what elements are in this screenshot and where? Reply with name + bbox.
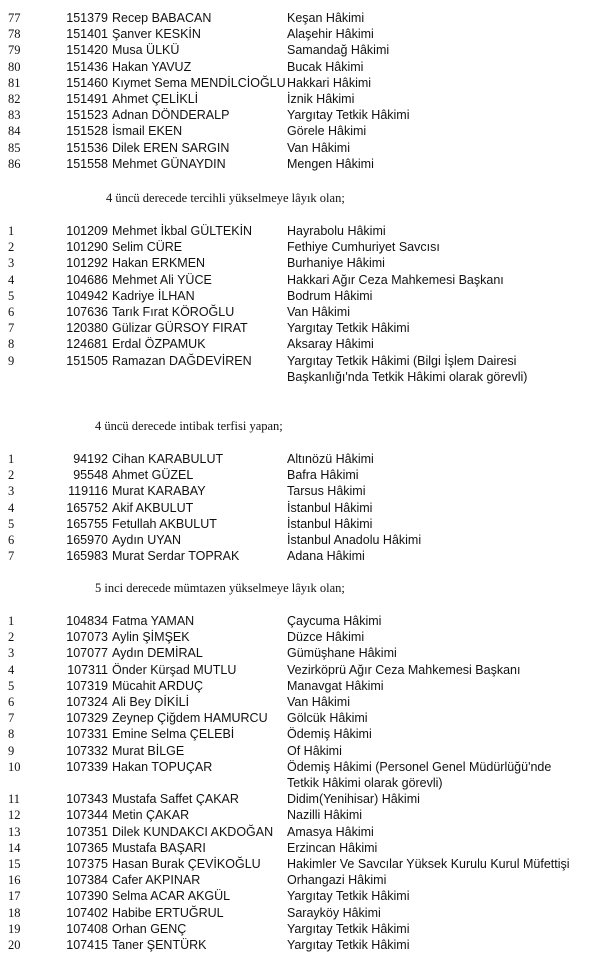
registry-number: 107077 xyxy=(66,646,108,661)
person-name: İsmail EKEN xyxy=(112,124,183,139)
person-name: Hakan TOPUÇAR xyxy=(112,759,213,774)
table-row xyxy=(0,239,600,256)
registry-number: 107329 xyxy=(66,711,108,726)
table-row xyxy=(0,304,600,321)
registry-number: 151536 xyxy=(66,140,108,155)
table-row xyxy=(0,921,600,938)
registry-number: 107415 xyxy=(66,938,108,952)
position-title: Keşan Hâkimi xyxy=(287,11,365,25)
registry-number: 165970 xyxy=(66,533,108,547)
table-row xyxy=(0,500,600,517)
position-title: Yargıtay Tetkik Hâkimi xyxy=(287,108,410,123)
table-row xyxy=(0,791,600,808)
table-row xyxy=(0,629,600,646)
table-row xyxy=(0,678,600,695)
table-row xyxy=(0,840,600,857)
row-number: 11 xyxy=(8,792,21,807)
person-name: Recep BABACAN xyxy=(112,11,212,25)
person-name: Gülizar GÜRSOY FIRAT xyxy=(112,321,248,336)
table-row xyxy=(0,140,600,157)
registry-number: 124681 xyxy=(66,337,108,352)
registry-number: 151379 xyxy=(66,11,108,25)
row-number: 10 xyxy=(8,759,21,774)
table-row xyxy=(0,662,600,679)
position-title-continued: Başkanlığı'nda Tetkik Hâkimi olarak görevli) xyxy=(287,369,528,384)
person-name: Aylin ŞİMŞEK xyxy=(112,630,190,645)
row-number: 9 xyxy=(8,353,15,368)
table-row xyxy=(0,223,600,240)
registry-number: 120380 xyxy=(66,321,108,336)
position-title: Van Hâkimi xyxy=(287,140,350,155)
registry-number: 151505 xyxy=(66,353,108,368)
person-name: Mehmet GÜNAYDIN xyxy=(112,156,226,171)
registry-number: 151436 xyxy=(66,59,108,74)
registry-number: 107344 xyxy=(66,808,108,823)
registry-number: 151460 xyxy=(66,75,108,90)
row-number: 4 xyxy=(8,272,15,287)
position-title: Van Hâkimi xyxy=(287,695,350,709)
registry-number: 151558 xyxy=(66,156,108,171)
person-name: Kıymet Sema MENDİLCİOĞLU xyxy=(112,75,286,90)
table-row xyxy=(0,467,600,484)
person-name: Mehmet İkbal GÜLTEKİN xyxy=(112,224,253,238)
row-number: 82 xyxy=(8,92,21,106)
row-number: 17 xyxy=(8,889,21,904)
row-number: 84 xyxy=(8,124,21,139)
registry-number: 104834 xyxy=(66,614,108,628)
row-number: 5 xyxy=(8,678,15,693)
person-name: Ramazan DAĞDEVİREN xyxy=(112,353,252,368)
registry-number: 107402 xyxy=(66,905,108,920)
registry-number: 95548 xyxy=(73,468,108,483)
position-title: Samandağ Hâkimi xyxy=(287,43,390,58)
row-number: 15 xyxy=(8,857,21,871)
registry-number: 165983 xyxy=(66,549,108,564)
person-name: Selma ACAR AKGÜL xyxy=(112,889,231,904)
person-name: Emine Selma ÇELEBİ xyxy=(112,727,235,742)
row-number: 83 xyxy=(8,108,21,123)
person-name: Musa ÜLKÜ xyxy=(112,43,180,58)
row-number: 14 xyxy=(8,840,21,855)
position-title: Hakkari Hâkimi xyxy=(287,75,372,90)
section-heading: 5 inci derecede mümtazen yükselmeye lâyık olan; xyxy=(95,581,345,595)
table-row xyxy=(0,336,600,353)
row-number: 6 xyxy=(8,695,15,709)
registry-number: 104942 xyxy=(66,288,108,303)
row-number: 5 xyxy=(8,516,15,531)
table-row xyxy=(0,807,600,824)
person-name: Akif AKBULUT xyxy=(112,500,194,515)
registry-number: 151523 xyxy=(66,108,108,123)
position-title: Didim(Yenihisar) Hâkimi xyxy=(287,792,420,807)
registry-number: 107332 xyxy=(66,743,108,758)
table-row xyxy=(0,288,600,305)
person-name: Dilek EREN SARGIN xyxy=(112,140,230,155)
position-title: Fethiye Cumhuriyet Savcısı xyxy=(287,240,440,255)
position-title: Bucak Hâkimi xyxy=(287,59,364,74)
person-name: Murat KARABAY xyxy=(112,484,206,499)
position-title: Bodrum Hâkimi xyxy=(287,288,373,303)
registry-number: 107324 xyxy=(66,695,108,709)
position-title: Van Hâkimi xyxy=(287,305,350,319)
table-row xyxy=(0,532,600,549)
registry-number: 101292 xyxy=(66,256,108,271)
position-title: İstanbul Anadolu Hâkimi xyxy=(287,533,422,547)
row-number: 20 xyxy=(8,938,21,952)
registry-number: 107343 xyxy=(66,792,108,807)
table-row xyxy=(0,10,600,27)
person-name: Şanver KESKİN xyxy=(112,27,201,42)
person-name: Kadriye İLHAN xyxy=(112,288,195,303)
position-title: Hakimler Ve Savcılar Yüksek Kurulu Kurul Müfettişi xyxy=(287,857,570,871)
registry-number: 104686 xyxy=(66,272,108,287)
row-number: 5 xyxy=(8,288,15,303)
position-title: Ödemiş Hâkimi (Personel Genel Müdürlüğü'nde xyxy=(287,759,552,774)
person-name: Zeynep Çiğdem HAMURCU xyxy=(112,711,268,726)
registry-number: 107384 xyxy=(66,873,108,888)
registry-number: 119116 xyxy=(68,484,108,499)
row-number: 8 xyxy=(8,337,15,352)
position-title: Mengen Hâkimi xyxy=(287,156,374,171)
row-number: 77 xyxy=(8,11,21,25)
position-title: Hakkari Ağır Ceza Mahkemesi Başkanı xyxy=(287,272,504,287)
position-title: Yargıtay Tetkik Hâkimi xyxy=(287,889,410,904)
row-number: 19 xyxy=(8,921,21,936)
person-name: Hasan Burak ÇEVİKOĞLU xyxy=(112,857,261,871)
position-title: Hayrabolu Hâkimi xyxy=(287,224,386,238)
section-heading: 4 üncü derecede intibak terfisi yapan; xyxy=(95,419,283,433)
position-title: Yargıtay Tetkik Hâkimi xyxy=(287,921,410,936)
table-row xyxy=(0,320,600,337)
row-number: 1 xyxy=(8,614,15,628)
registry-number: 107408 xyxy=(66,921,108,936)
person-name: Cihan KARABULUT xyxy=(112,452,224,466)
row-number: 78 xyxy=(8,27,21,42)
table-row xyxy=(0,710,600,727)
table-row xyxy=(0,272,600,289)
position-title: Orhangazi Hâkimi xyxy=(287,873,387,888)
position-title: Amasya Hâkimi xyxy=(287,824,374,839)
table-row xyxy=(0,107,600,124)
table-row xyxy=(0,42,600,59)
row-number: 7 xyxy=(8,711,15,726)
section-heading: 4 üncü derecede tercihli yükselmeye lâyık olan; xyxy=(106,191,345,205)
table-row xyxy=(0,59,600,76)
position-title: İznik Hâkimi xyxy=(287,92,355,106)
row-number: 81 xyxy=(8,75,21,90)
row-number: 7 xyxy=(8,549,15,564)
table-row xyxy=(0,548,600,565)
person-name: Aydın DEMİRAL xyxy=(112,646,203,661)
position-title: Ödemiş Hâkimi xyxy=(287,727,372,742)
table-row xyxy=(0,451,600,468)
position-title: Burhaniye Hâkimi xyxy=(287,256,385,271)
person-name: Mustafa BAŞARI xyxy=(112,840,206,855)
position-title: Yargıtay Tetkik Hâkimi xyxy=(287,938,410,952)
table-row xyxy=(0,353,600,370)
row-number: 3 xyxy=(8,256,15,271)
person-name: Mücahit ARDUÇ xyxy=(112,678,203,693)
registry-number: 107311 xyxy=(67,662,108,677)
position-title: Yargıtay Tetkik Hâkimi xyxy=(287,321,410,336)
person-name: Hakan YAVUZ xyxy=(112,59,192,74)
person-name: Fetullah AKBULUT xyxy=(112,516,217,531)
registry-number: 151528 xyxy=(66,124,108,139)
person-name: Erdal ÖZPAMUK xyxy=(112,337,206,352)
row-number: 85 xyxy=(8,140,21,155)
person-name: Habibe ERTUĞRUL xyxy=(112,905,224,920)
registry-number: 107331 xyxy=(66,727,108,742)
person-name: Ahmet GÜZEL xyxy=(112,468,194,483)
person-name: Metin ÇAKAR xyxy=(112,808,190,823)
row-number: 9 xyxy=(8,743,15,758)
registry-number: 107636 xyxy=(66,305,108,319)
row-number: 2 xyxy=(8,630,15,645)
table-row xyxy=(0,123,600,140)
position-title: Erzincan Hâkimi xyxy=(287,840,378,855)
person-name: Önder Kürşad MUTLU xyxy=(112,662,237,677)
row-number: 80 xyxy=(8,59,21,74)
position-title: Tarsus Hâkimi xyxy=(287,484,366,499)
row-number: 6 xyxy=(8,533,15,547)
position-title: Gölcük Hâkimi xyxy=(287,711,368,726)
table-row xyxy=(0,726,600,743)
position-title-continued: Tetkik Hâkimi olarak görevli) xyxy=(287,776,443,790)
row-number: 13 xyxy=(8,824,21,839)
position-title: Adana Hâkimi xyxy=(287,549,365,564)
row-number: 79 xyxy=(8,43,21,58)
registry-number: 165752 xyxy=(66,500,108,515)
person-name: Murat Serdar TOPRAK xyxy=(112,549,240,564)
table-row xyxy=(0,645,600,662)
position-title: Manavgat Hâkimi xyxy=(287,678,384,693)
position-title: Vezirköprü Ağır Ceza Mahkemesi Başkanı xyxy=(287,662,521,677)
table-row xyxy=(0,75,600,92)
position-title: İstanbul Hâkimi xyxy=(287,516,373,531)
row-number: 1 xyxy=(8,224,15,238)
person-name: Dilek KUNDAKCI AKDOĞAN xyxy=(112,824,274,839)
registry-number: 101290 xyxy=(66,240,108,255)
position-title: Görele Hâkimi xyxy=(287,124,367,139)
row-number: 12 xyxy=(8,808,21,823)
person-name: Tarık Fırat KÖROĞLU xyxy=(112,305,235,319)
table-row xyxy=(0,156,600,173)
table-row xyxy=(0,856,600,873)
row-number: 1 xyxy=(8,452,15,466)
position-title: Çaycuma Hâkimi xyxy=(287,614,382,628)
table-row xyxy=(0,516,600,533)
row-number: 18 xyxy=(8,905,21,920)
registry-number: 151491 xyxy=(66,92,108,106)
table-row xyxy=(0,872,600,889)
registry-number: 165755 xyxy=(66,516,108,531)
table-row xyxy=(0,694,600,711)
position-title: Altınözü Hâkimi xyxy=(287,452,374,466)
row-number: 86 xyxy=(8,156,21,171)
person-name: Taner ŞENTÜRK xyxy=(112,938,207,952)
row-number: 3 xyxy=(8,646,15,661)
table-row xyxy=(0,255,600,272)
table-row xyxy=(0,888,600,905)
position-title: İstanbul Hâkimi xyxy=(287,500,373,515)
person-name: Hakan ERKMEN xyxy=(112,256,206,271)
position-title: Aksaray Hâkimi xyxy=(287,337,374,352)
person-name: Selim CÜRE xyxy=(112,240,183,255)
row-number: 16 xyxy=(8,873,21,888)
registry-number: 94192 xyxy=(73,452,108,466)
position-title: Sarayköy Hâkimi xyxy=(287,905,381,920)
person-name: Ali Bey DİKİLİ xyxy=(112,695,190,709)
position-title: Düzce Hâkimi xyxy=(287,630,365,645)
position-title: Nazilli Hâkimi xyxy=(287,808,363,823)
registry-number: 107339 xyxy=(66,759,108,774)
registry-number: 107375 xyxy=(66,857,108,871)
row-number: 4 xyxy=(8,500,15,515)
table-row xyxy=(0,905,600,922)
position-title: Bafra Hâkimi xyxy=(287,468,359,483)
person-name: Orhan GENÇ xyxy=(112,921,187,936)
row-number: 7 xyxy=(8,321,15,336)
registry-number: 107390 xyxy=(66,889,108,904)
table-row xyxy=(0,483,600,500)
table-row xyxy=(0,937,600,954)
row-number: 2 xyxy=(8,240,15,255)
row-number: 3 xyxy=(8,484,15,499)
registry-number: 107073 xyxy=(66,630,108,645)
position-title: Gümüşhane Hâkimi xyxy=(287,646,397,661)
position-title: Yargıtay Tetkik Hâkimi (Bilgi İşlem Dairesi xyxy=(287,353,517,368)
registry-number: 101209 xyxy=(66,224,108,238)
person-name: Adnan DÖNDERALP xyxy=(112,108,230,123)
row-number: 4 xyxy=(8,662,15,677)
person-name: Murat BİLGE xyxy=(112,743,185,758)
table-row xyxy=(0,743,600,760)
table-row xyxy=(0,26,600,43)
registry-number: 151401 xyxy=(66,27,108,42)
table-row xyxy=(0,824,600,841)
person-name: Fatma YAMAN xyxy=(112,614,195,628)
row-number: 8 xyxy=(8,727,15,742)
table-row xyxy=(0,759,600,776)
person-name: Cafer AKPINAR xyxy=(112,873,201,888)
person-name: Ahmet ÇELİKLİ xyxy=(112,92,199,106)
table-row xyxy=(0,613,600,630)
person-name: Mustafa Saffet ÇAKAR xyxy=(112,792,239,807)
position-title: Of Hâkimi xyxy=(287,743,342,758)
registry-number: 107365 xyxy=(66,840,108,855)
registry-number: 107351 xyxy=(66,824,108,839)
position-title: Alaşehir Hâkimi xyxy=(287,27,374,42)
registry-number: 151420 xyxy=(66,43,108,58)
row-number: 6 xyxy=(8,305,15,319)
person-name: Mehmet Ali YÜCE xyxy=(112,272,212,287)
row-number: 2 xyxy=(8,468,15,483)
table-row xyxy=(0,91,600,108)
registry-number: 107319 xyxy=(66,678,108,693)
person-name: Aydın UYAN xyxy=(112,533,182,547)
